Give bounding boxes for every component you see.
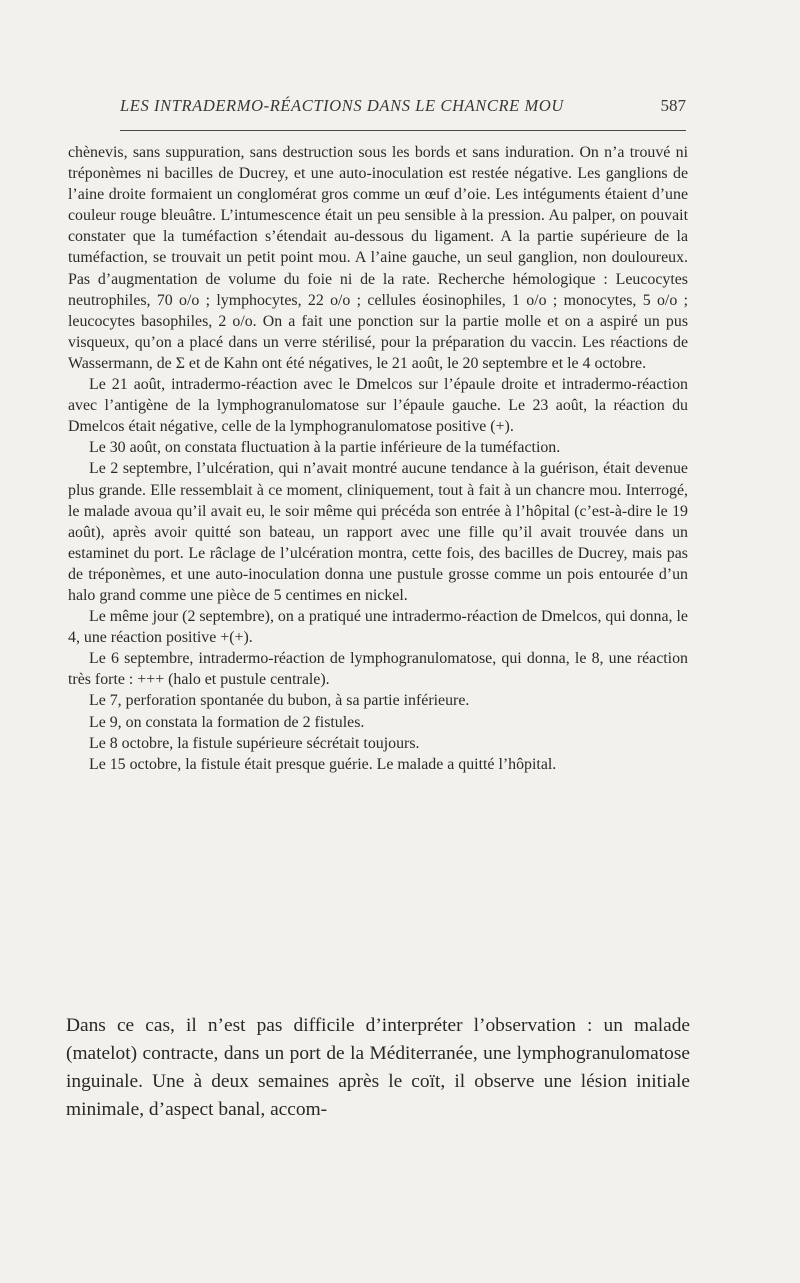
body-paragraph: Le même jour (2 septembre), on a pratiqué une intradermo-réaction de Dmelcos, qui donna, le 4, une réaction positive +(+). [68, 608, 688, 647]
body-paragraph: Le 6 septembre, intradermo-réaction de lymphogranulomatose, qui donna, le 8, une réaction très forte : +++ (halo et pustule centrale). [68, 650, 688, 689]
body-paragraph: Le 2 septembre, l’ulcération, qui n’avait montré aucune tendance à la guérison, était devenue plus grande. Elle ressemblait à ce moment, cliniquement, tout à fait à un chancre mou. Interrogé, le malade avoua qu’il avait eu, le soir même qui précéda son entrée à l’hôpital (c’est-à-dire le 19 août), après avoir quitté son bateau, un rapport avec une fille qu’il avait trouvée dans un estaminet du port. Le râclage de l’ulcération montra, cette fois, des bacilles de Ducrey, mais pas de tréponèmes, et une auto-inoculation donna une pustule grosse comme un pois entourée d’un halo grand comme une pièce de 5 centimes en nickel. [68, 460, 688, 604]
body-paragraph: Le 21 août, intradermo-réaction avec le Dmelcos sur l’épaule droite et intradermo-réaction avec l’antigène de la lymphogranulomatose sur l’épaule gauche. Le 23 août, la réaction du Dmelcos était négative, celle de la lymphogranulomatose positive (+). [68, 376, 688, 436]
header-rule [120, 130, 686, 131]
body-paragraph: Le 30 août, on constata fluctuation à la partie inférieure de la tuméfaction. [89, 439, 561, 457]
body-paragraph: Le 7, perforation spontanée du bubon, à sa partie inférieure. [89, 692, 470, 710]
running-title: LES INTRADERMO-RÉACTIONS DANS LE CHANCRE MOU [120, 96, 564, 115]
body-paragraph: Le 15 octobre, la fistule était presque guérie. Le malade a quitté l’hôpital. [89, 755, 557, 773]
running-head [120, 96, 686, 120]
body-paragraph: Le 8 octobre, la fistule supérieure sécrétait toujours. [89, 734, 420, 752]
page-number: 587 [660, 96, 686, 115]
body-paragraph: Le 9, on constata la formation de 2 fistules. [89, 713, 365, 731]
commentary-paragraph: Dans ce cas, il n’est pas difficile d’interpréter l’observation : un malade (matelot) contracte, dans un port de la Méditerranée, une lymphogranulomatose inguinale. Une à deux semaines après le coït, il observe une lésion initiale minimale, d’aspect banal, accom- [66, 1015, 690, 1120]
case-report-text [68, 142, 688, 775]
commentary-text [66, 1012, 690, 1124]
body-paragraph: chènevis, sans suppuration, sans destruction sous les bords et sans induration. On n’a trouvé ni tréponèmes ni bacilles de Ducrey, et une auto-inoculation est restée négative. Les ganglions de l’aine droite formaient un conglomérat gros comme un œuf d’oie. Les intéguments étaient d’une couleur rouge bleuâtre. L’intumescence était un peu sensible à la pression. Au palper, on pouvait constater que la tuméfaction s’étendait au-dessous du ligament. A la partie supérieure de la tuméfaction, se trouvait un petit point mou. A l’aine gauche, un seul ganglion, non douloureux. Pas d’augmentation de volume du foie ni de la rate. Recherche hémologique : Leucocytes neutrophiles, 70 o/o ; lymphocytes, 22 o/o ; cellules éosinophiles, 1 o/o ; monocytes, 5 o/o ; leucocytes basophiles, 2 o/o. On a fait une ponction sur la partie molle et on a aspiré un pus visqueux, qu’on a placé dans un verre stérilisé, pour la préparation du vaccin. Les réactions de Wassermann, de Σ et de Kahn ont été négatives, le 21 août, le 20 septembre et le 4 octobre. [68, 144, 688, 372]
